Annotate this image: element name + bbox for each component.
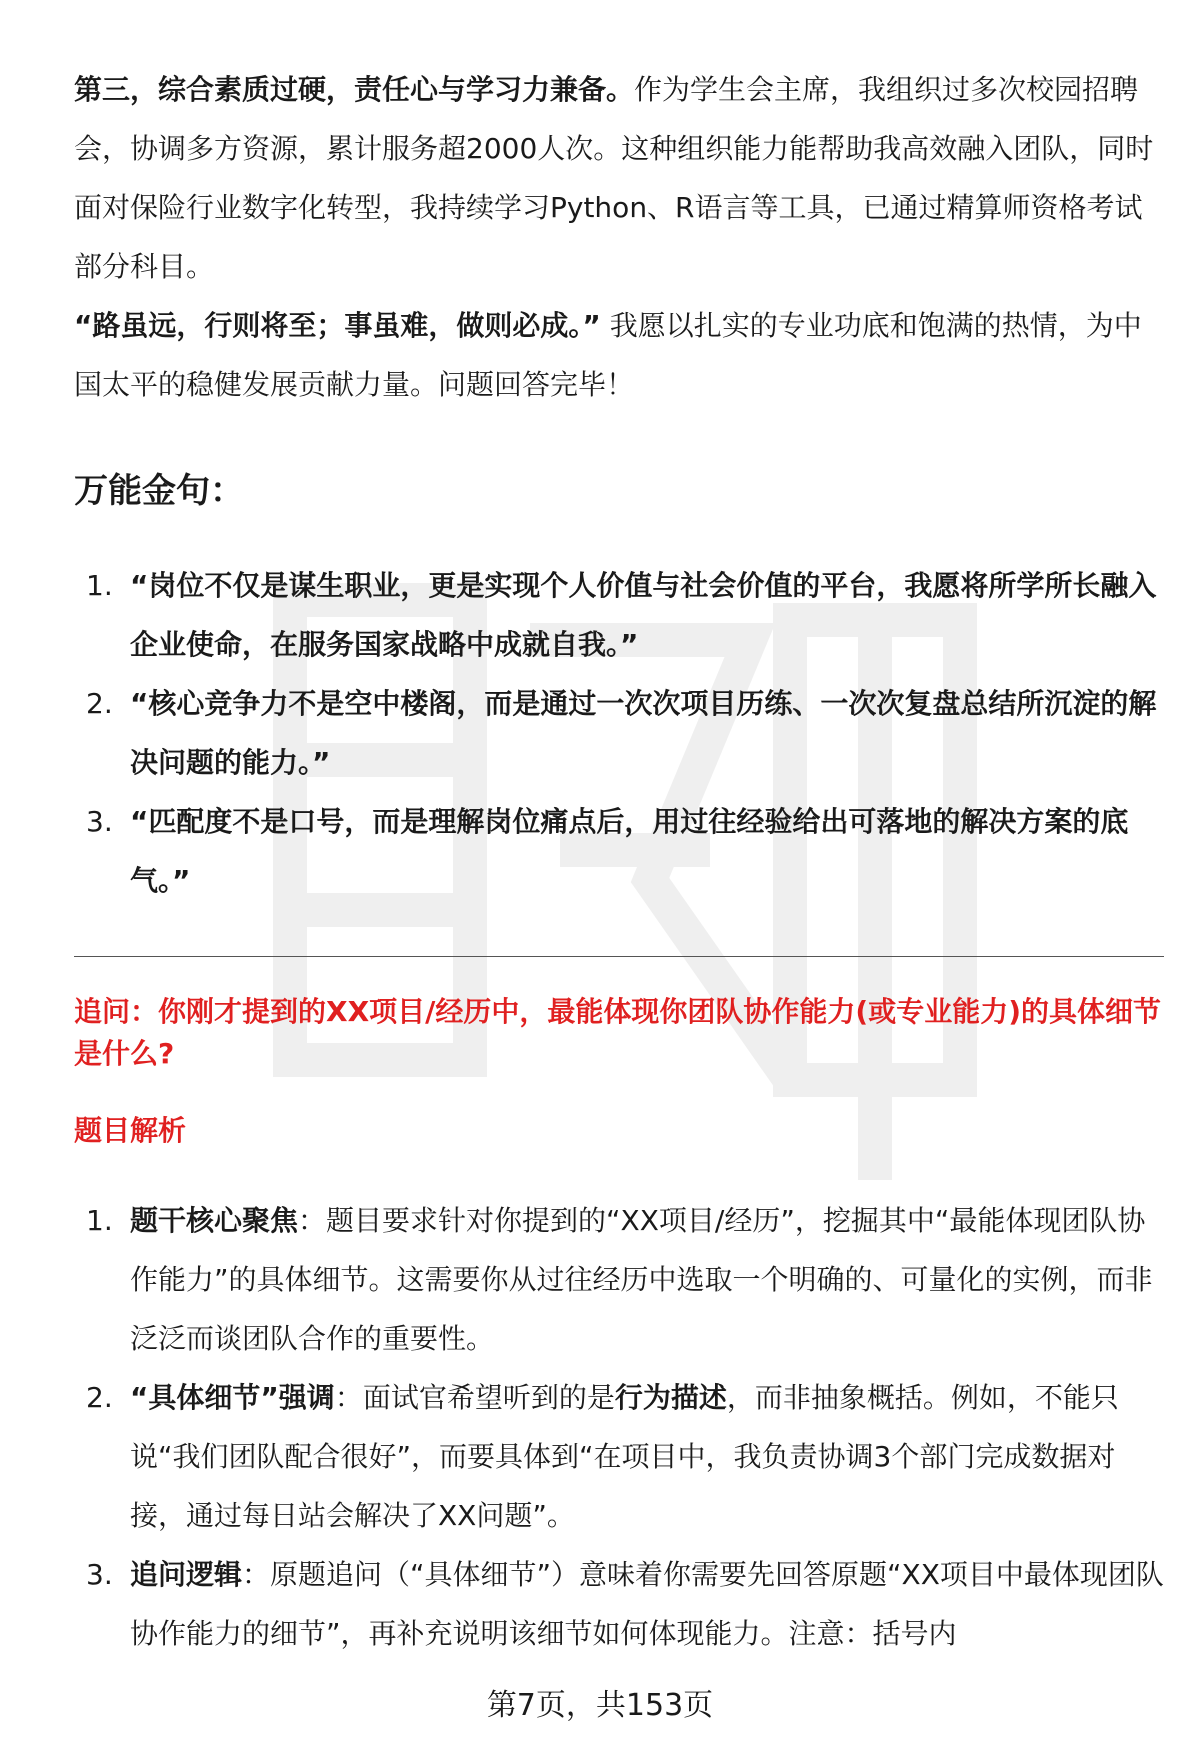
intro-p1-text: 作为学生会主席，我组织过多次校园招聘会，协调多方资源，累计服务超2000人次。这种组织能力能帮助我高效融入团队，同时面对保险行业数字化转型，我持续学习Python、R语言等工具，已通过精算师资格考试部分科目。 [74,73,1154,283]
page-footer: 第7页，共153页 [486,1688,714,1723]
intro-p2-text: 我愿以扎实的专业功底和饱满的热情，为中国太平的稳健发展贡献力量。问题回答完毕！ [74,309,1142,401]
analysis-item-text: ：原题追问（“具体细节”）意味着你需要先回答原题“XX项目中最体现团队协作能力的细节”，再补充说明该细节如何体现能力。注意：括号内 [130,1558,1164,1650]
section-divider [74,956,1164,957]
golden-item-text: “岗位不仅是谋生职业，更是实现个人价值与社会价值的平台，我愿将所学所长融入企业使命，在服务国家战略中成就自我。” [130,569,1157,661]
analysis-item-label: “具体细节”强调 [130,1381,335,1414]
golden-item-2 [74,674,1164,792]
intro-p2-bold: “路虽远，行则将至；事虽难，做则必成。” [74,309,601,342]
golden-item-text: “核心竞争力不是空中楼阁，而是通过一次次项目历练、一次次复盘总结所沉淀的解决问题的能力。” [130,687,1157,779]
document-page [74,60,1164,1663]
analysis-item-number: 1. [86,1204,113,1237]
analysis-item-text-a: ：面试官希望听到的是 [334,1381,615,1414]
analysis-item-3 [74,1545,1164,1663]
golden-heading: 万能金句： [74,471,244,511]
golden-item-1 [74,556,1164,674]
analysis-heading: 题目解析 [74,1114,187,1147]
analysis-item-text-b: ，而非抽象概括。例如，不能只说“我们团队配合很好”，而要具体到“在项目中，我负责协调3个部门完成数据对接，通过每日站会解决了XX问题”。 [130,1381,1119,1532]
analysis-item-label: 题干核心聚焦 [130,1204,299,1237]
analysis-item-number: 3. [86,1558,113,1591]
analysis-item-2 [74,1368,1164,1545]
golden-item-number: 3. [86,805,113,838]
analysis-item-1 [74,1191,1164,1368]
golden-item-number: 2. [86,687,113,720]
analysis-item-emphasis: 行为描述 [614,1381,727,1414]
analysis-item-text: ：题目要求针对你提到的“XX项目/经历”，挖掘其中“最能体现团队协作能力”的具体细节。这需要你从过往经历中选取一个明确的、可量化的实例，而非泛泛而谈团队合作的重要性。 [130,1204,1153,1355]
golden-item-3 [74,792,1164,910]
golden-item-text: “匹配度不是口号，而是理解岗位痛点后，用过往经验给出可落地的解决方案的底气。” [130,805,1129,897]
followup-question: 追问：你刚才提到的XX项目/经历中，最能体现你团队协作能力(或专业能力)的具体细节是什么? [74,995,1162,1070]
analysis-item-label: 追问逻辑 [130,1558,243,1591]
intro-paragraph-1 [74,60,1164,296]
golden-list [74,556,1164,910]
analysis-list [74,1191,1164,1663]
intro-paragraph-2 [74,296,1164,414]
intro-p1-bold: 第三，综合素质过硬，责任心与学习力兼备。 [74,73,635,106]
analysis-item-number: 2. [86,1381,113,1414]
golden-item-number: 1. [86,569,113,602]
